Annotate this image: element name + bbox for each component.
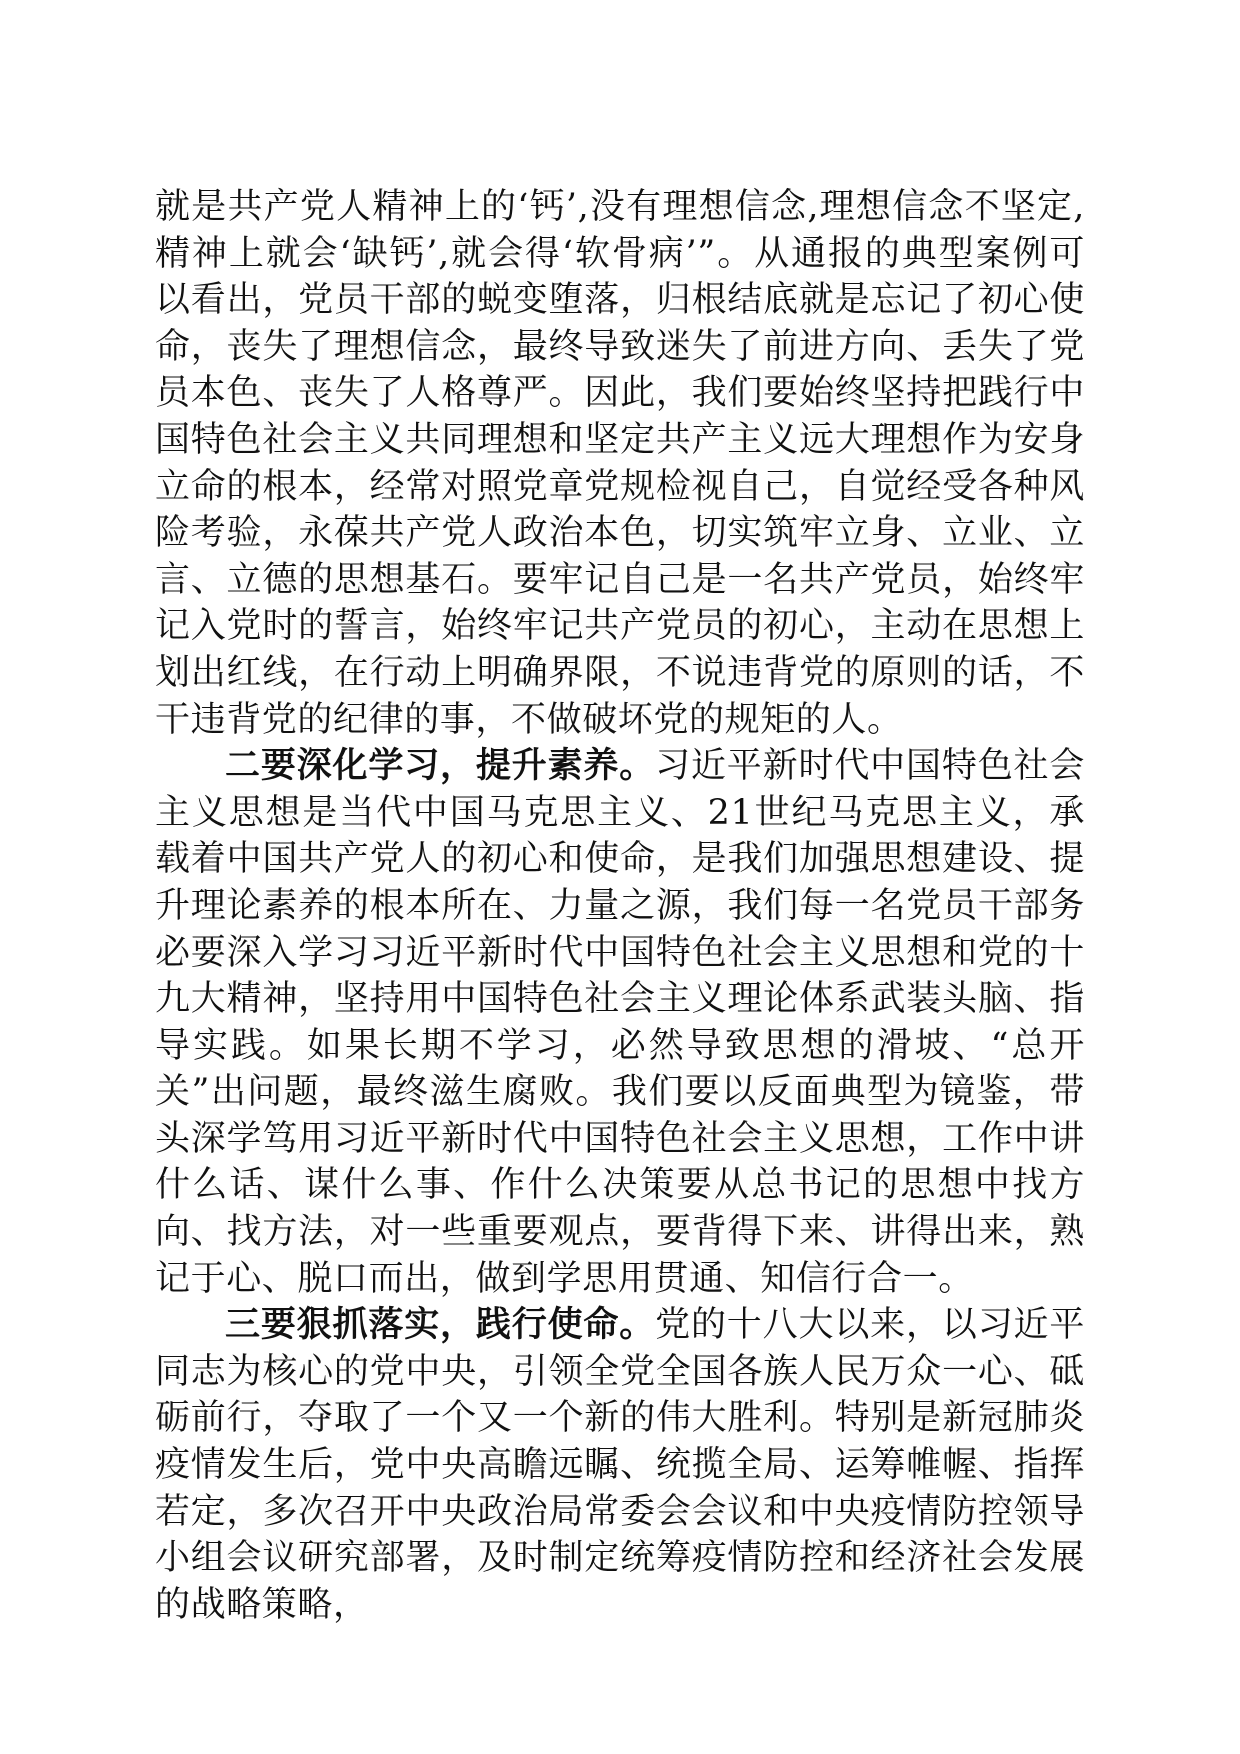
paragraph-3-text: 党的十八大以来，以习近平同志为核心的党中央，引领全党全国各族人民万众一心、砥砺前行，夺取了一个又一个新的伟大胜利。特别是新冠肺炎疫情发生后，党中央高瞻远瞩、统揽全局、运筹帷幄、指挥若定，多次召开中央政治局常委会会议和中央疫情防控领导小组会议研究部署，及时制定统筹疫情防控和经济社会发展的战略策略， bbox=[155, 1305, 1086, 1625]
paragraph-1-text: 就是共产党人精神上的‘钙’,没有理想信念,理想信念不坚定,精神上就会‘缺钙’,就会得‘软骨病’”。从通报的典型案例可以看出，党员干部的蜕变堕落，归根结底就是忘记了初心使命，丧失了理想信念，最终导致迷失了前进方向、丢失了党员本色、丧失了人格尊严。因此，我们要始终坚持把践行中国特色社会主义共同理想和坚定共产主义远大理想作为安身立命的根本，经常对照党章党规检视自己，自觉经受各种风险考验，永葆共产党人政治本色，切实筑牢立身、立业、立言、立德的思想基石。要牢记自己是一名共产党员，始终牢记入党时的誓言，始终牢记共产党员的初心，主动在思想上划出红线，在行动上明确界限，不说违背党的原则的话，不干违背党的纪律的事，不做破坏党的规矩的人。 bbox=[155, 187, 1085, 740]
paragraph-3 bbox=[155, 1302, 1085, 1628]
paragraph-1 bbox=[155, 184, 1085, 743]
paragraph-3-lead: 三要狠抓落实，践行使命。 bbox=[225, 1304, 656, 1346]
paragraph-2-lead: 二要深化学习，提升素养。 bbox=[225, 745, 656, 787]
paragraph-2-text: 习近平新时代中国特色社会主义思想是当代中国马克思主义、21世纪马克思主义，承载着中国共产党人的初心和使命，是我们加强思想建设、提升理论素养的根本所在、力量之源，我们每一名党员干部务必要深入学习习近平新时代中国特色社会主义思想和党的十九大精神，坚持用中国特色社会主义理论体系武装头脑、指导实践。如果长期不学习，必然导致思想的滑坡、“总开关”出问题，最终滋生腐败。我们要以反面典型为镜鉴，带头深学笃用习近平新时代中国特色社会主义思想，工作中讲什么话、谋什么事、作什么决策要从总书记的思想中找方向、找方法，对一些重要观点，要背得下来、讲得出来，熟记于心、脱口而出，做到学思用贯通、知信行合一。 bbox=[155, 746, 1086, 1299]
paragraph-2 bbox=[155, 743, 1085, 1302]
document-body bbox=[155, 184, 1085, 1628]
